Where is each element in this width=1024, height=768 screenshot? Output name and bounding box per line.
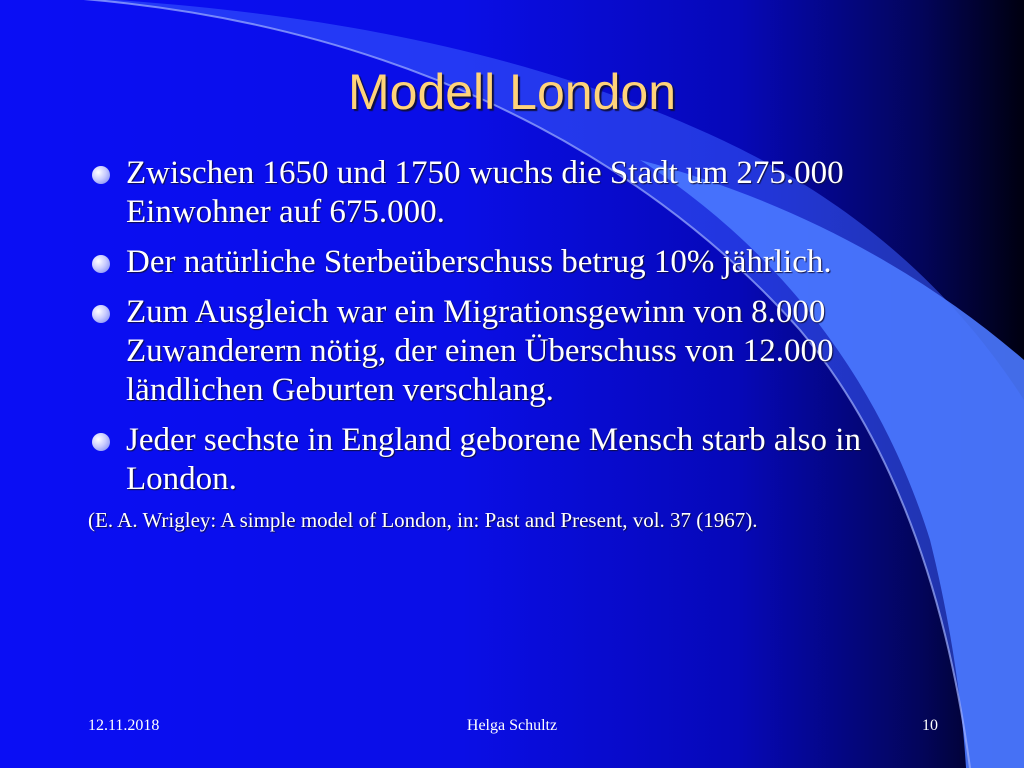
citation: (E. A. Wrigley: A simple model of London, in: Past and Present, vol. 37 (1967). bbox=[88, 508, 758, 532]
bullet-icon bbox=[92, 305, 110, 323]
footer-date: 12.11.2018 bbox=[88, 717, 160, 734]
bullet-text: Jeder sechste in England geborene Mensch starb also in London. bbox=[126, 422, 861, 497]
bullet-list bbox=[88, 154, 918, 499]
slide-title: Modell London bbox=[347, 64, 677, 120]
bullet-item bbox=[88, 154, 918, 232]
bullet-text: Zwischen 1650 und 1750 wuchs die Stadt um 275.000 Einwohner auf 675.000. bbox=[126, 155, 844, 230]
footer-author: Helga Schultz bbox=[466, 717, 558, 734]
bullet-text: Der natürliche Sterbeüberschuss betrug 10% jährlich. bbox=[126, 244, 832, 280]
bullet-item bbox=[88, 293, 918, 410]
bullet-item bbox=[88, 421, 918, 499]
page-number: 10 bbox=[922, 717, 938, 734]
bullet-icon bbox=[92, 255, 110, 273]
bullet-icon bbox=[92, 433, 110, 451]
bullet-item bbox=[88, 243, 918, 282]
bullet-text: Zum Ausgleich war ein Migrationsgewinn von 8.000 Zuwanderern nötig, der einen Überschuss von 12.000 ländlichen Geburten verschlang. bbox=[126, 294, 834, 408]
slide-body bbox=[88, 154, 918, 534]
bullet-icon bbox=[92, 166, 110, 184]
